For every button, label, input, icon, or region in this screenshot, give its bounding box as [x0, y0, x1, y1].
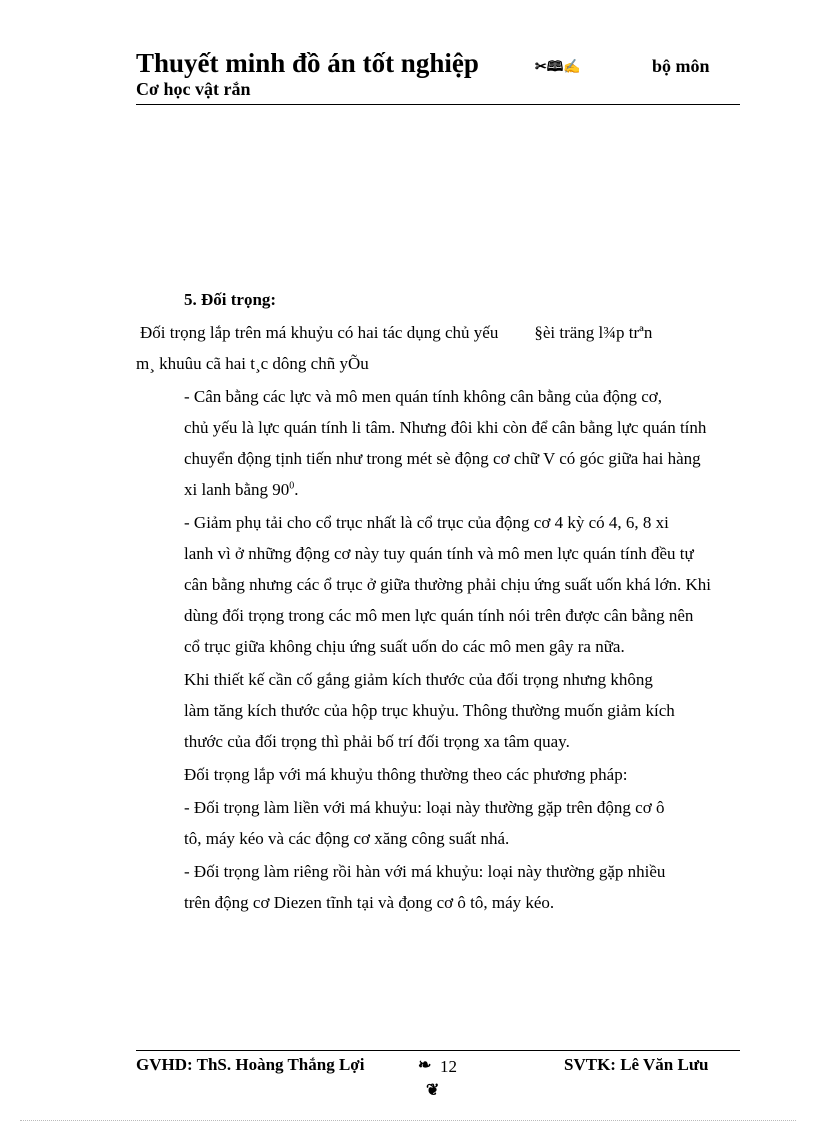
paragraph-welded — [136, 856, 740, 918]
text-line: - Đối trọng làm liền với má khuỷu: loại này thường gặp trên động cơ ô — [184, 798, 665, 817]
text-line: dùng đối trọng trong các mô men lực quán tính nói trên được cân bằng nên — [184, 606, 694, 625]
text-line: Khi thiết kế cần cố gắng giảm kích thước của đối trọng nhưng không — [184, 670, 653, 689]
text-line: Đối trọng lắp với má khuỷu thông thường theo các phương pháp: — [184, 765, 628, 784]
text-line: - Đối trọng làm riêng rồi hàn với má khuỷu: loại này thường gặp nhiều — [184, 862, 666, 881]
text-span: . — [294, 480, 299, 499]
paragraph-load — [136, 507, 740, 662]
footer-ornament-below-icon: ❦ — [426, 1082, 440, 1099]
text-line: thước của đối trọng thì phải bố trí đối trọng xa tâm quay. — [184, 732, 570, 751]
footer-rule — [136, 1050, 740, 1051]
intro-garbled-line: m¸ khuûu cã hai t¸c dông chñ yÕu — [136, 354, 369, 373]
page-header — [136, 46, 740, 105]
text-line: chuyển động tịnh tiến như trong mét sè động cơ chữ V có góc giữa hai hàng — [184, 449, 701, 468]
intro-garbled-text: §èi träng l¾p trªn — [534, 323, 653, 342]
page-number: 12 — [440, 1057, 457, 1076]
text-line: trên động cơ Diezen tĩnh tại và đ̣ong cơ ô tô, máy kéo. — [184, 893, 555, 912]
intro-line — [136, 317, 740, 348]
paragraph-design — [136, 664, 740, 757]
supervisor-label: GVHD: ThS. Hoàng Thắng Lợi — [136, 1055, 365, 1074]
document-subtitle: Cơ học vật rắn — [136, 79, 251, 99]
page-edge-divider — [20, 1120, 796, 1121]
body-text — [136, 284, 740, 920]
text-line: cân bằng nhưng các ổ trục ở giữa thường phải chịu ứng suất uốn khá lớn. Khi — [184, 575, 711, 594]
text-line: cổ trục giữa không chịu ứng suất uốn do các mô men gây ra nữa. — [184, 637, 625, 656]
text-line: - Cân bằng các lực và mô men quán tính không cân bằng của động cơ, — [184, 387, 663, 406]
header-ornament-icon: ✂🕮✍ — [535, 60, 581, 75]
intro-text: Đối trọng lắp trên má khuỷu có hai tác dụng chủ yếu — [140, 323, 499, 342]
text-line: chủ yếu là lực quán tính li tâm. Nhưng đôi khi còn để cân bằng lực quán tính — [184, 418, 707, 437]
footer-ornament-icon: ❧ — [418, 1057, 432, 1074]
paragraph-integral — [136, 792, 740, 854]
department-label: bộ môn — [652, 56, 710, 76]
document-title: Thuyết minh đồ án tốt nghiệp — [136, 48, 479, 78]
text-line: tô, máy kéo và các động cơ xăng công suất nhá. — [184, 829, 510, 848]
student-label: SVTK: Lê Văn Lưu — [564, 1055, 709, 1074]
page-footer — [136, 1053, 740, 1083]
text-span: xi lanh bằng 90 — [184, 480, 290, 499]
paragraph-balance — [136, 381, 740, 505]
text-line: làm tăng kích thước của hộp trục khuỷu. Thông thường muốn giảm kích — [184, 701, 675, 720]
text-line: lanh vì ở những động cơ này tuy quán tính và mô men lực quán tính đều tự — [184, 544, 694, 563]
text-line — [136, 474, 740, 505]
section-heading: 5. Đối trọng: — [184, 290, 277, 309]
paragraph-methods — [136, 759, 740, 790]
degree-superscript: 0 — [289, 480, 295, 492]
text-line: - Giảm phụ tải cho cổ trục nhất là cổ trục của động cơ 4 kỳ có 4, 6, 8 xi — [184, 513, 669, 532]
intro-paragraph — [136, 317, 740, 379]
